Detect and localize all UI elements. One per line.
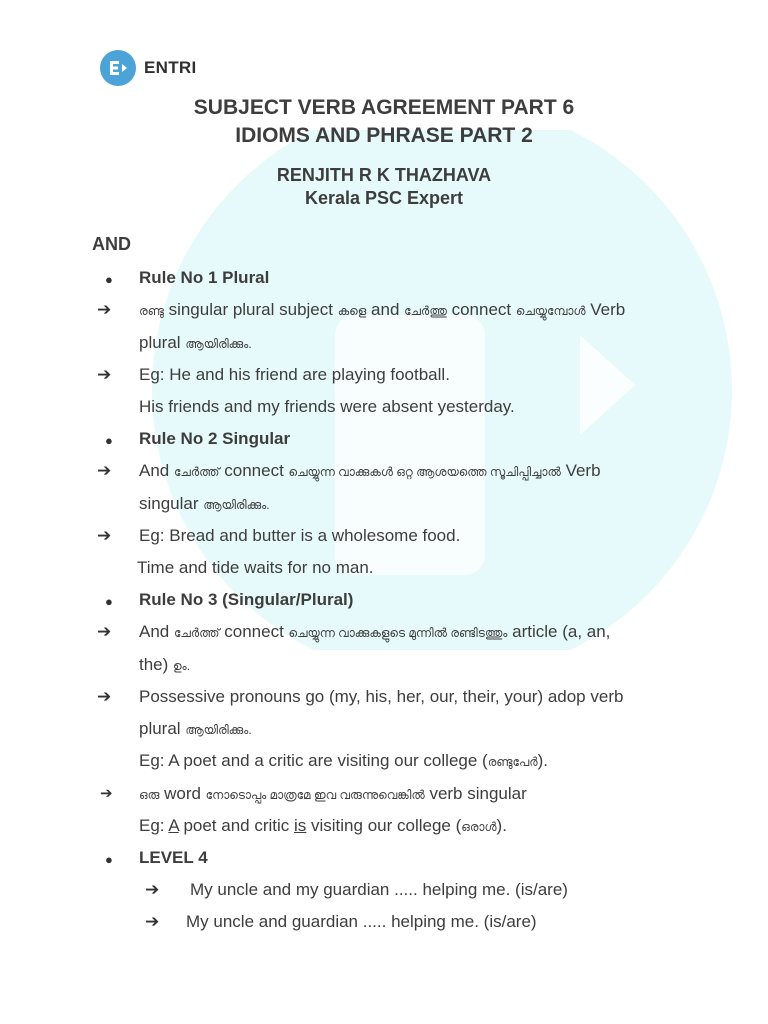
rule2-line2: singular ആയിരിക്കും.	[139, 494, 270, 513]
author-role: Kerala PSC Expert	[304, 188, 464, 208]
arrow-icon: ➔	[97, 622, 112, 641]
rule3-possessive-line2: plural ആയിരിക്കും.	[139, 719, 252, 738]
arrow-icon: ➔	[97, 300, 112, 319]
rule1-line1: രണ്ടു singular plural subject കളെ and ചേർത്തു connect ചെയ്യുമ്പോൾ Verb	[139, 300, 626, 319]
author-name: RENJITH R K THAZHAVA	[276, 165, 492, 185]
rule3-one-word-example: Eg: A poet and critic is visiting our college (ഒരാൾ).	[139, 816, 507, 835]
bullet: ●	[105, 433, 113, 448]
rule2-example2: Time and tide waits for no man.	[137, 558, 374, 577]
arrow-icon: ➔	[100, 785, 113, 802]
bullet: ●	[105, 272, 113, 287]
page-subtitle: IDIOMS AND PHRASE PART 2	[235, 124, 533, 147]
rule1-example1: Eg: He and his friend are playing football.	[139, 365, 450, 384]
brand-name: ENTRI	[144, 58, 197, 77]
entri-logo	[100, 50, 197, 86]
rule3-line1: And ചേർത്ത് connect ചെയ്യുന്ന വാക്കുകളുടെ മുന്നിൽ രണ്ടിടത്തും article (a, an,	[139, 622, 611, 641]
level-question-2: My uncle and guardian ..... helping me. (is/are)	[186, 912, 537, 931]
rule3-possessive-line1: Possessive pronouns go (my, his, her, our, their, your) adop verb	[139, 687, 624, 706]
section-heading: AND	[92, 234, 131, 254]
rule2-heading: Rule No 2 Singular	[139, 429, 291, 448]
rule3-one-word-line: ഒരു word നോടൊപ്പം മാത്രമേ ഇവ വരുന്നുവെങ്കിൽ verb singular	[139, 784, 527, 803]
rule3-example: Eg: A poet and a critic are visiting our college (രണ്ടുപേർ).	[139, 751, 549, 770]
level-question-1: My uncle and my guardian ..... helping me. (is/are)	[190, 880, 568, 899]
rule2-example1: Eg: Bread and butter is a wholesome food.	[139, 526, 461, 545]
entri-logo-icon	[100, 50, 136, 86]
rule2-line1: And ചേർത്ത് connect ചെയ്യുന്ന വാക്കുകൾ ഒറ്റ ആശയത്തെ സൂചിപ്പിച്ചാൽ Verb	[139, 461, 601, 480]
arrow-icon: ➔	[97, 526, 112, 545]
rule1-heading: Rule No 1 Plural	[139, 268, 270, 287]
arrow-icon: ➔	[97, 365, 112, 384]
rule3-heading: Rule No 3 (Singular/Plural)	[139, 590, 354, 609]
level-heading: LEVEL 4	[139, 848, 208, 867]
rule1-line2: plural ആയിരിക്കും.	[139, 333, 252, 352]
rule1-example2: His friends and my friends were absent yesterday.	[139, 397, 515, 416]
bullet: ●	[105, 594, 113, 609]
bullet: ●	[105, 852, 113, 867]
arrow-icon: ➔	[145, 880, 160, 899]
arrow-icon: ➔	[145, 912, 160, 931]
rule3-line2: the) ഉം.	[139, 655, 191, 674]
page-title: SUBJECT VERB AGREEMENT PART 6	[193, 96, 575, 119]
arrow-icon: ➔	[97, 687, 112, 706]
arrow-icon: ➔	[97, 461, 112, 480]
